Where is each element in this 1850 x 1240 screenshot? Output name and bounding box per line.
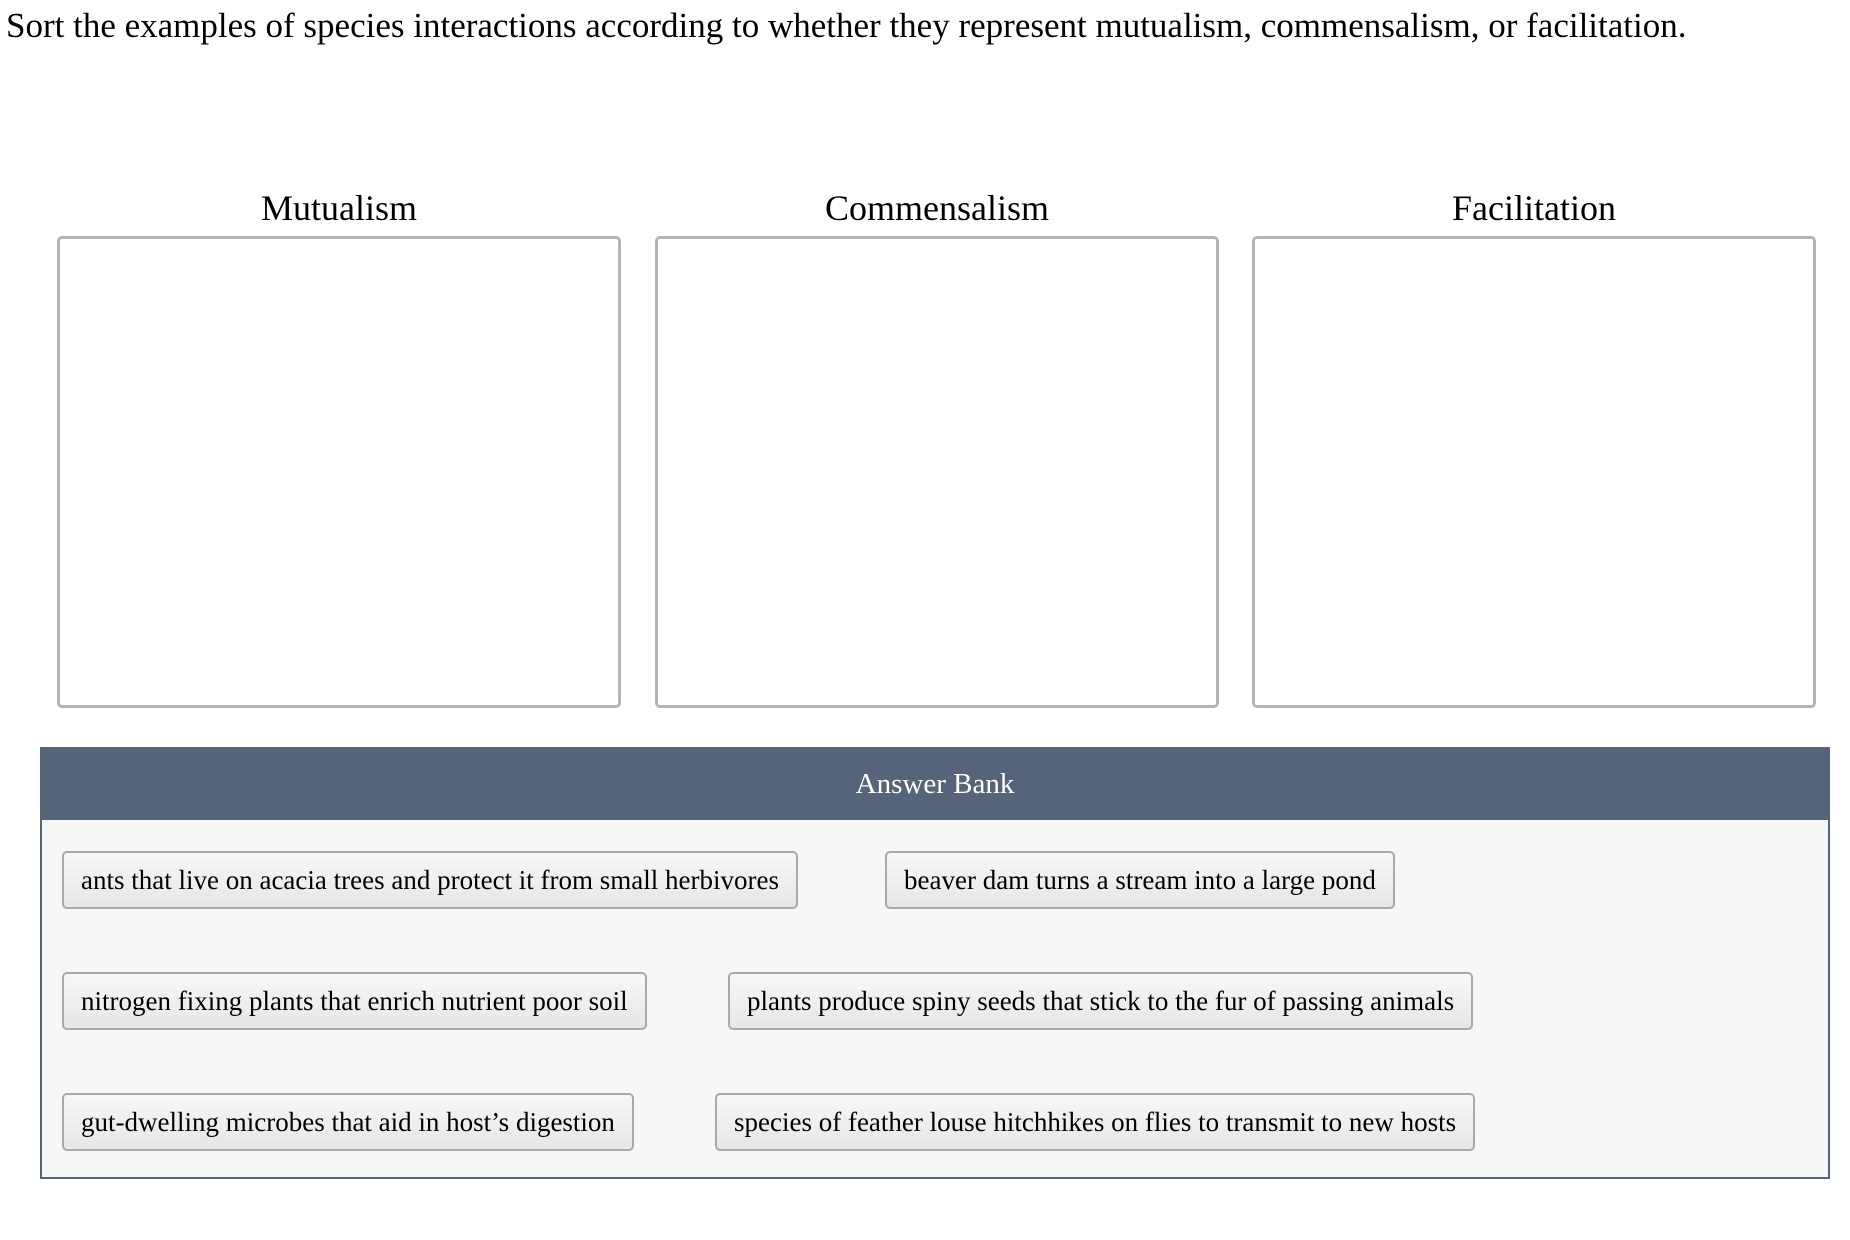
bin-title-commensalism: Commensalism: [825, 188, 1049, 228]
bin-mutualism: [57, 182, 621, 234]
bin-facilitation: [1252, 182, 1816, 234]
bin-title-mutualism: Mutualism: [260, 188, 417, 228]
question-prompt: Sort the examples of species interactions according to whether they represent mutualism, commensalism, or facilitation.: [6, 6, 1687, 45]
category-bins: [57, 182, 1817, 710]
answer-bank-title: Answer Bank: [42, 749, 1828, 820]
answer-chip[interactable]: gut-dwelling microbes that aid in host’s digestion: [62, 1093, 634, 1151]
bin-title-facilitation: Facilitation: [1452, 188, 1616, 228]
answer-chip[interactable]: ants that live on acacia trees and protect it from small herbivores: [62, 851, 798, 909]
drop-zone-commensalism[interactable]: [655, 236, 1219, 708]
answer-bank[interactable]: [40, 747, 1830, 1179]
drop-zone-mutualism[interactable]: [57, 236, 621, 708]
drop-zone-facilitation[interactable]: [1252, 236, 1816, 708]
answer-chip[interactable]: nitrogen fixing plants that enrich nutrient poor soil: [62, 972, 647, 1030]
answer-chip[interactable]: species of feather louse hitchhikes on flies to transmit to new hosts: [715, 1093, 1475, 1151]
answer-chip[interactable]: beaver dam turns a stream into a large pond: [885, 851, 1395, 909]
answer-chip[interactable]: plants produce spiny seeds that stick to the fur of passing animals: [728, 972, 1473, 1030]
bin-commensalism: [655, 182, 1219, 234]
